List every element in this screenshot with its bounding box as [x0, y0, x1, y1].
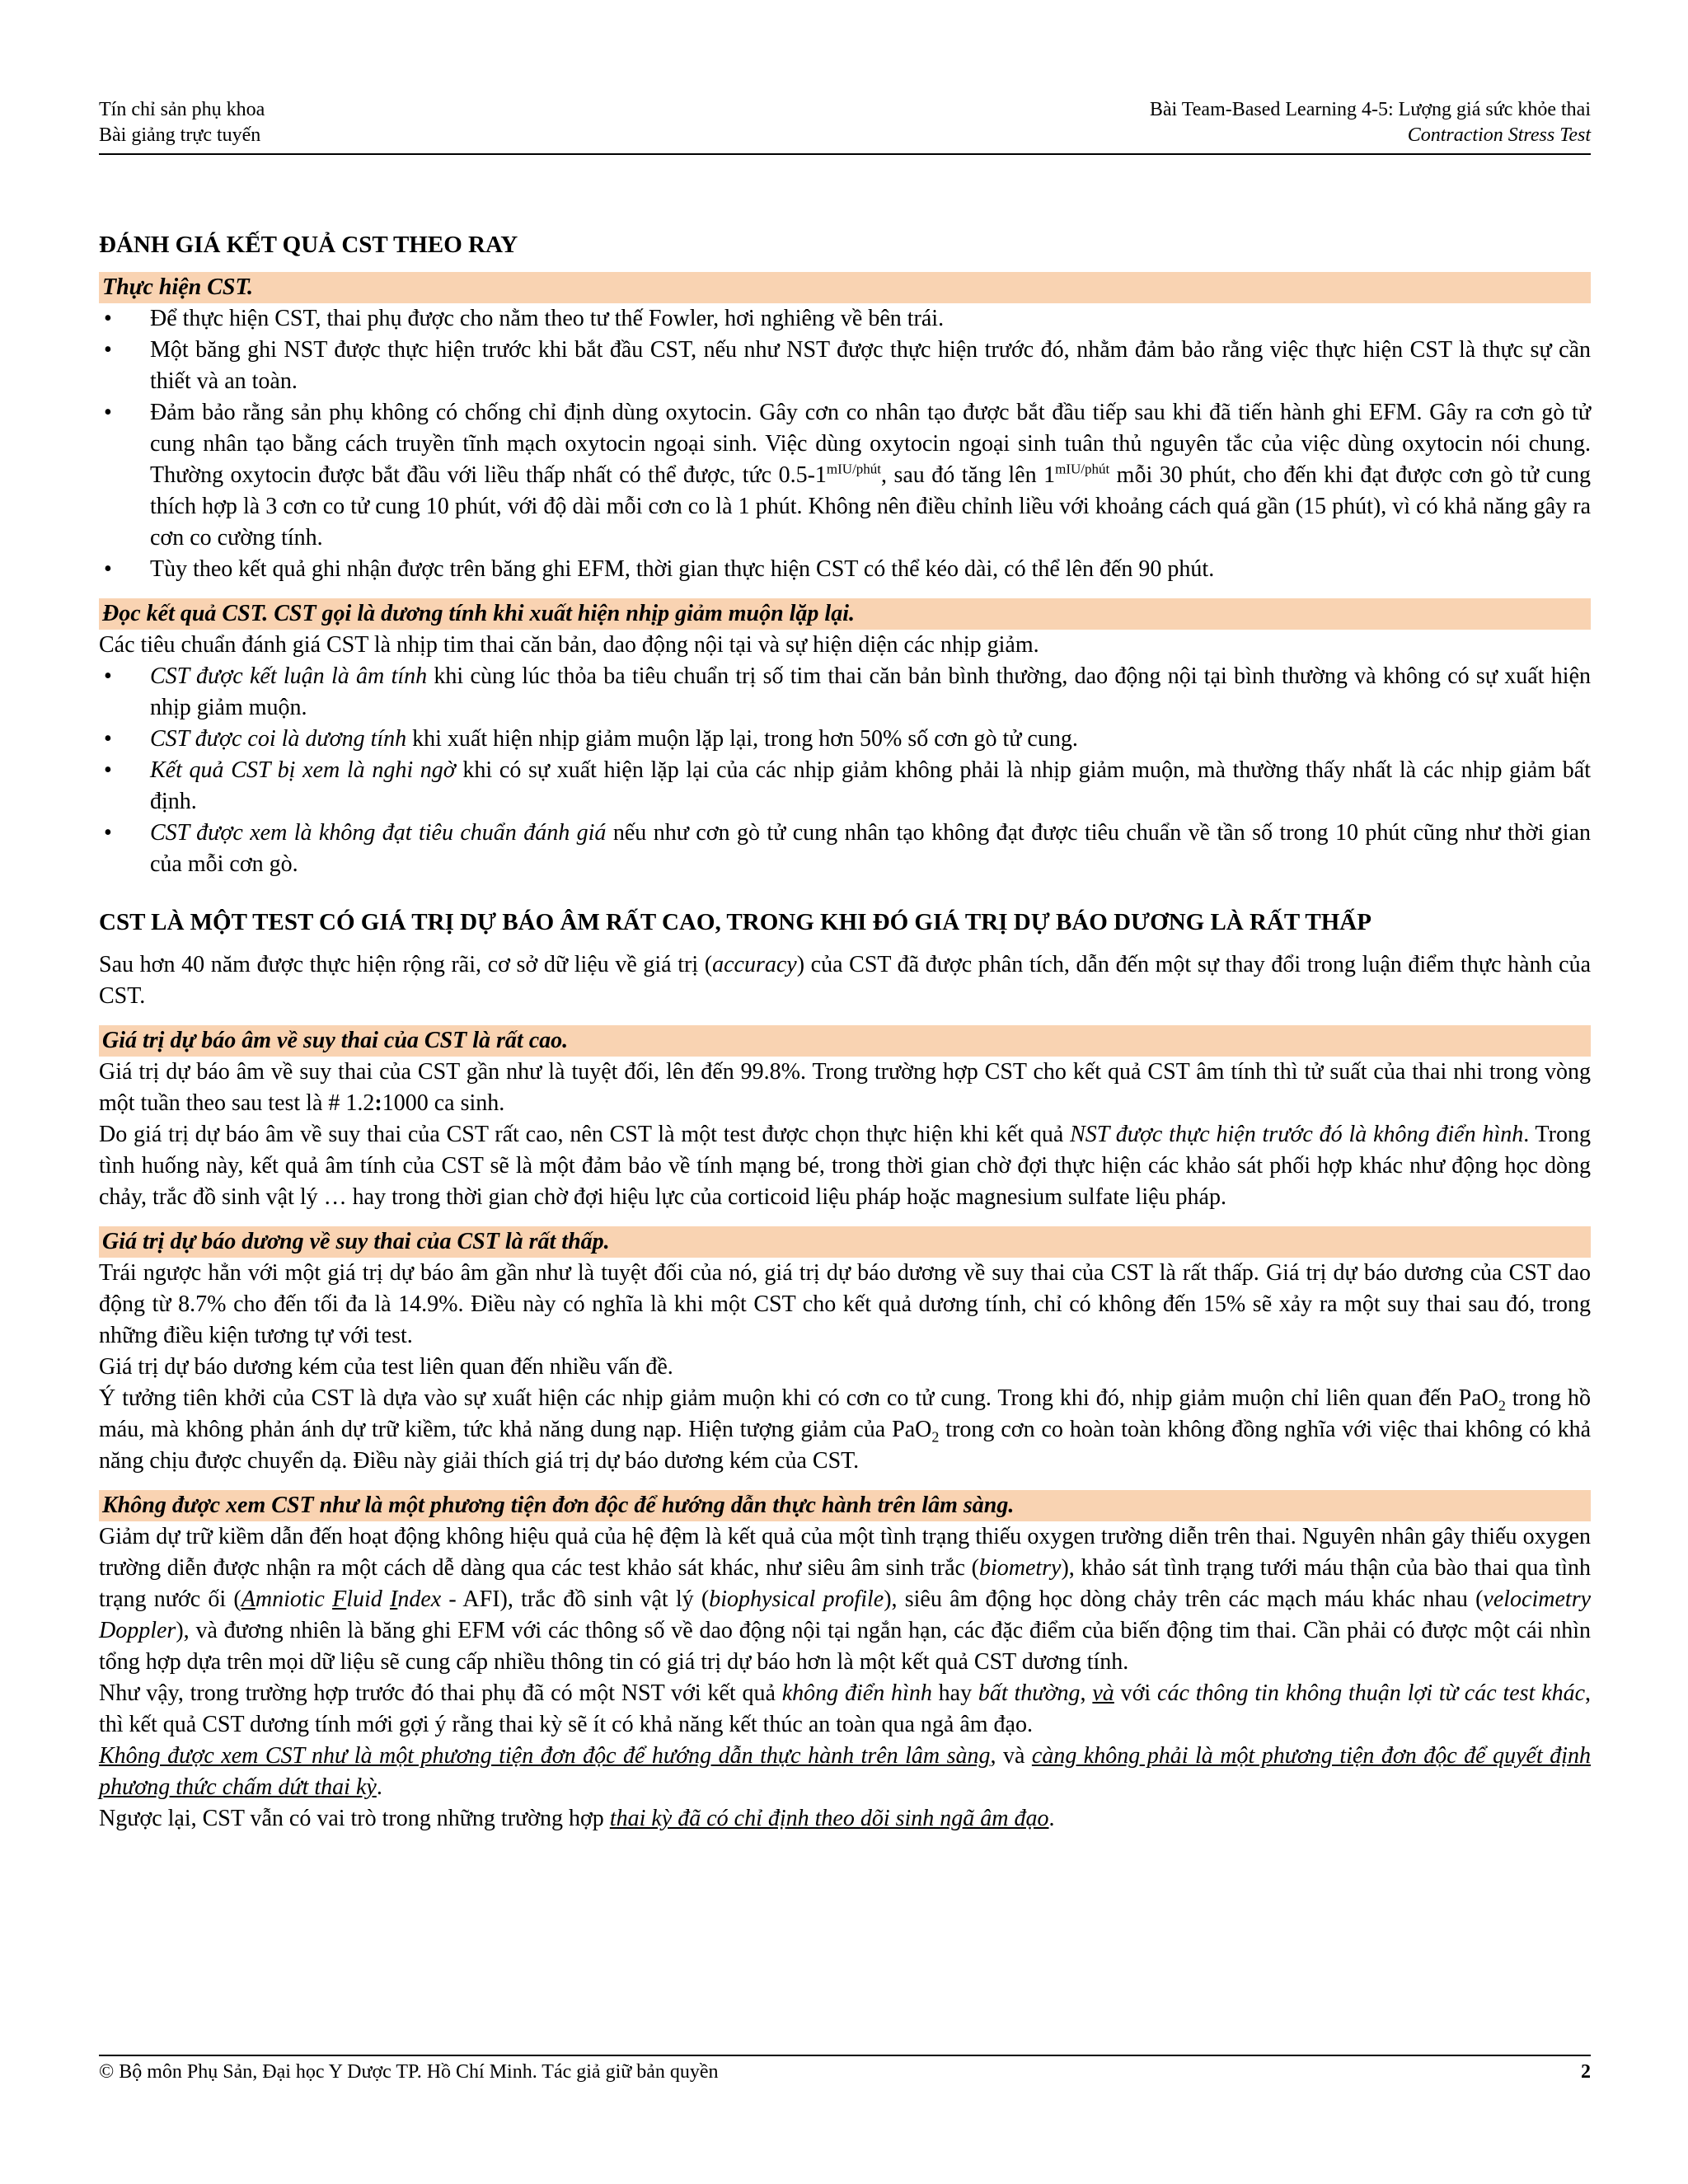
page-number: 2 — [1581, 2061, 1591, 2083]
list-item: • CST được kết luận là âm tính khi cùng lúc thỏa ba tiêu chuẩn trị số tim thai căn bản bình thường, dao động nội tại bình thường và không có sự xuất hiện nhịp giảm muộn. — [99, 661, 1591, 724]
paragraph: Giá trị dự báo dương kém của test liên quan đến nhiều vấn đề. — [99, 1354, 673, 1380]
subheading-perform-cst: Thực hiện CST. — [99, 272, 1591, 303]
paragraph: Các tiêu chuẩn đánh giá CST là nhịp tim thai căn bản, dao động nội tại và sự hiện diện các nhịp giảm. — [99, 632, 1039, 658]
list-item: • CST được coi là dương tính khi xuất hiện nhịp giảm muộn lặp lại, trong hơn 50% số cơn gò tử cung. — [99, 724, 1591, 755]
document-body — [99, 229, 1591, 1835]
paragraph: Như vậy, trong trường hợp trước đó thai phụ đã có một NST với kết quả không điển hình hay bất thường, và với các thông tin không thuận lợi từ các test khác, thì kết quả CST dương tính mới gợi ý rằng thai kỳ sẽ ít có khả năng kết thúc an toàn qua ngả âm đạo. — [99, 1680, 1592, 1737]
subheading-negative-predictive: Giá trị dự báo âm về suy thai của CST là rất cao. — [99, 1025, 1591, 1057]
perform-cst-list — [99, 303, 1591, 585]
page-header-wrap — [99, 97, 1591, 155]
copyright-text: © Bộ môn Phụ Sản, Đại học Y Dược TP. Hồ Chí Minh. Tác giả giữ bản quyền — [99, 2061, 719, 2083]
section-title-cst-evaluation: ĐÁNH GIÁ KẾT QUẢ CST THEO RAY — [99, 232, 518, 258]
list-item: • Một băng ghi NST được thực hiện trước khi bắt đầu CST, nếu như NST được thực hiện trước đó, nhằm đảm bảo rằng việc thực hiện CST là thực sự cần thiết và an toàn. — [99, 335, 1591, 397]
subheading-not-standalone: Không được xem CST như là một phương tiện đơn độc để hướng dẫn thực hành trên lâm sàng. — [99, 1490, 1591, 1521]
section-title-predictive-value: CST LÀ MỘT TEST CÓ GIÁ TRỊ DỰ BÁO ÂM RẤT CAO, TRONG KHI ĐÓ GIÁ TRỊ DỰ BÁO DƯƠNG LÀ RẤT THẤP — [99, 909, 1372, 935]
paragraph: Trái ngược hẳn với một giá trị dự báo âm gần như là tuyệt đối của nó, giá trị dự báo dương về suy thai của CST là rất thấp. Giá trị dự báo dương của CST dao động từ 8.7% cho đến tối đa là 14.9%. Điều này có nghĩa là khi một CST cho kết quả dương tính, chỉ có không đến 15% sẽ xảy ra một suy thai sau đó, trong những điều kiện tương tự với test. — [99, 1260, 1591, 1348]
paragraph: Sau hơn 40 năm được thực hiện rộng rãi, cơ sở dữ liệu về giá trị (accuracy) của CST đã được phân tích, dẫn đến một sự thay đổi trong luận điểm thực hành của CST. — [99, 952, 1592, 1009]
lesson-subtitle: Contraction Stress Test — [1407, 124, 1591, 146]
paragraph: Không được xem CST như là một phương tiện đơn độc để hướng dẫn thực hành trên lâm sàng, và càng không phải là một phương tiện đơn độc để quyết định phương thức chấm dứt thai kỳ. — [99, 1743, 1591, 1800]
page-header — [99, 97, 1591, 155]
paragraph: Giảm dự trữ kiềm dẫn đến hoạt động không hiệu quả của hệ đệm là kết quả của một tình trạng thiếu oxygen trường diễn trên thai. Nguyên nhân gây thiếu oxygen trường diễn được nhận ra một cách dễ dàng qua các test khảo sát khác, như siêu âm sinh trắc (biometry), khảo sát tình trạng tưới máu thận của bào thai qua tình trạng nước ối (Amniotic Fluid Index - AFI), trắc đồ sinh vật lý (biophysical profile), siêu âm động học dòng chảy trên các mạch máu khác nhau (velocimetry Doppler), và đương nhiên là băng ghi EFM với các thông số về dao động nội tại ngắn hạn, các đặc điểm của biến động tim thai. Cần phải có được một cái nhìn tổng hợp dựa trên mọi dữ liệu sẽ cung cấp nhiều thông tin có giá trị dự báo hơn là một kết quả CST dương tính. — [99, 1524, 1592, 1675]
paragraph: Ý tưởng tiên khởi của CST là dựa vào sự xuất hiện các nhịp giảm muộn khi có cơn co tử cung. Trong khi đó, nhịp giảm muộn chỉ liên quan đến PaO$_2$ trong hồ máu, mà không phản ánh dự trữ kiềm, tức khả năng dung nạp. Hiện tượng giảm của PaO$_2$ trong cơn co hoàn toàn không đồng nghĩa với việc thai không có khả năng chịu được chuyển dạ. Điều này giải thích giá trị dự báo dương kém của CST. — [99, 1385, 1592, 1474]
header-left — [99, 97, 265, 148]
course-name: Tín chỉ sản phụ khoa — [99, 99, 265, 120]
page-footer — [99, 2055, 1591, 2083]
list-item: • Đảm bảo rằng sản phụ không có chống chỉ định dùng oxytocin. Gây cơn co nhân tạo được bắt đầu tiếp sau khi đã tiến hành ghi EFM. Gây ra cơn gò tử cung nhân tạo bằng cách truyền tĩnh mạch oxytocin ngoại sinh. Việc dùng oxytocin ngoại sinh tuân thủ nguyên tắc của việc dùng oxytocin nói chung. Thường oxytocin được bắt đầu với liều thấp nhất có thể được, tức $0.5-1^{mIU/phút}$, sau đó tăng lên $1^{mIU/phút}$ mỗi 30 phút, cho đến khi đạt được cơn gò tử cung thích hợp là 3 cơn co tử cung 10 phút, với độ dài mỗi cơn co là 1 phút. Không nên điều chỉnh liều với khoảng cách quá gần (15 phút), vì có khả năng gây ra cơn co cường tính. — [99, 397, 1591, 554]
lesson-title: Bài Team-Based Learning 4-5: Lượng giá sức khỏe thai — [1149, 99, 1591, 120]
subheading-read-cst: Đọc kết quả CST. CST gọi là dương tính khi xuất hiện nhịp giảm muộn lặp lại. — [99, 598, 1591, 630]
subheading-positive-predictive: Giá trị dự báo dương về suy thai của CST là rất thấp. — [99, 1226, 1591, 1258]
course-type: Bài giảng trực tuyến — [99, 124, 261, 146]
paragraph: Do giá trị dự báo âm về suy thai của CST rất cao, nên CST là một test được chọn thực hiện khi kết quả NST được thực hiện trước đó là không điển hình. Trong tình huống này, kết quả âm tính của CST sẽ là một đảm bảo về tính mạng bé, trong thời gian chờ đợi thực hiện các khảo sát phối hợp khác như động học dòng chảy, trắc đồ sinh vật lý … hay trong thời gian chờ đợi hiệu lực của corticoid liệu pháp hoặc magnesium sulfate liệu pháp. — [99, 1122, 1591, 1210]
list-item: • Tùy theo kết quả ghi nhận được trên băng ghi EFM, thời gian thực hiện CST có thể kéo dài, có thể lên đến 90 phút. — [99, 554, 1591, 585]
read-cst-list — [99, 661, 1591, 880]
paragraph: Giá trị dự báo âm về suy thai của CST gần như là tuyệt đối, lên đến 99.8%. Trong trường hợp CST cho kết quả CST âm tính thì tử suất của thai nhi trong vòng một tuần theo sau test là # 1.2:1000 ca sinh. — [99, 1059, 1591, 1116]
list-item: • Kết quả CST bị xem là nghi ngờ khi có sự xuất hiện lặp lại của các nhịp giảm không phải là nhịp giảm muộn, mà thường thấy nhất là các nhịp giảm bất định. — [99, 755, 1591, 818]
paragraph: Ngược lại, CST vẫn có vai trò trong những trường hợp thai kỳ đã có chỉ định theo dõi sinh ngã âm đạo. — [99, 1806, 1055, 1831]
header-right — [1150, 97, 1591, 148]
list-item: • CST được xem là không đạt tiêu chuẩn đánh giá nếu như cơn gò tử cung nhân tạo không đạt được tiêu chuẩn về tần số trong 10 phút cũng như thời gian của mỗi cơn gò. — [99, 818, 1591, 880]
list-item: • Để thực hiện CST, thai phụ được cho nằm theo tư thế Fowler, hơi nghiêng về bên trái. — [99, 303, 1591, 335]
